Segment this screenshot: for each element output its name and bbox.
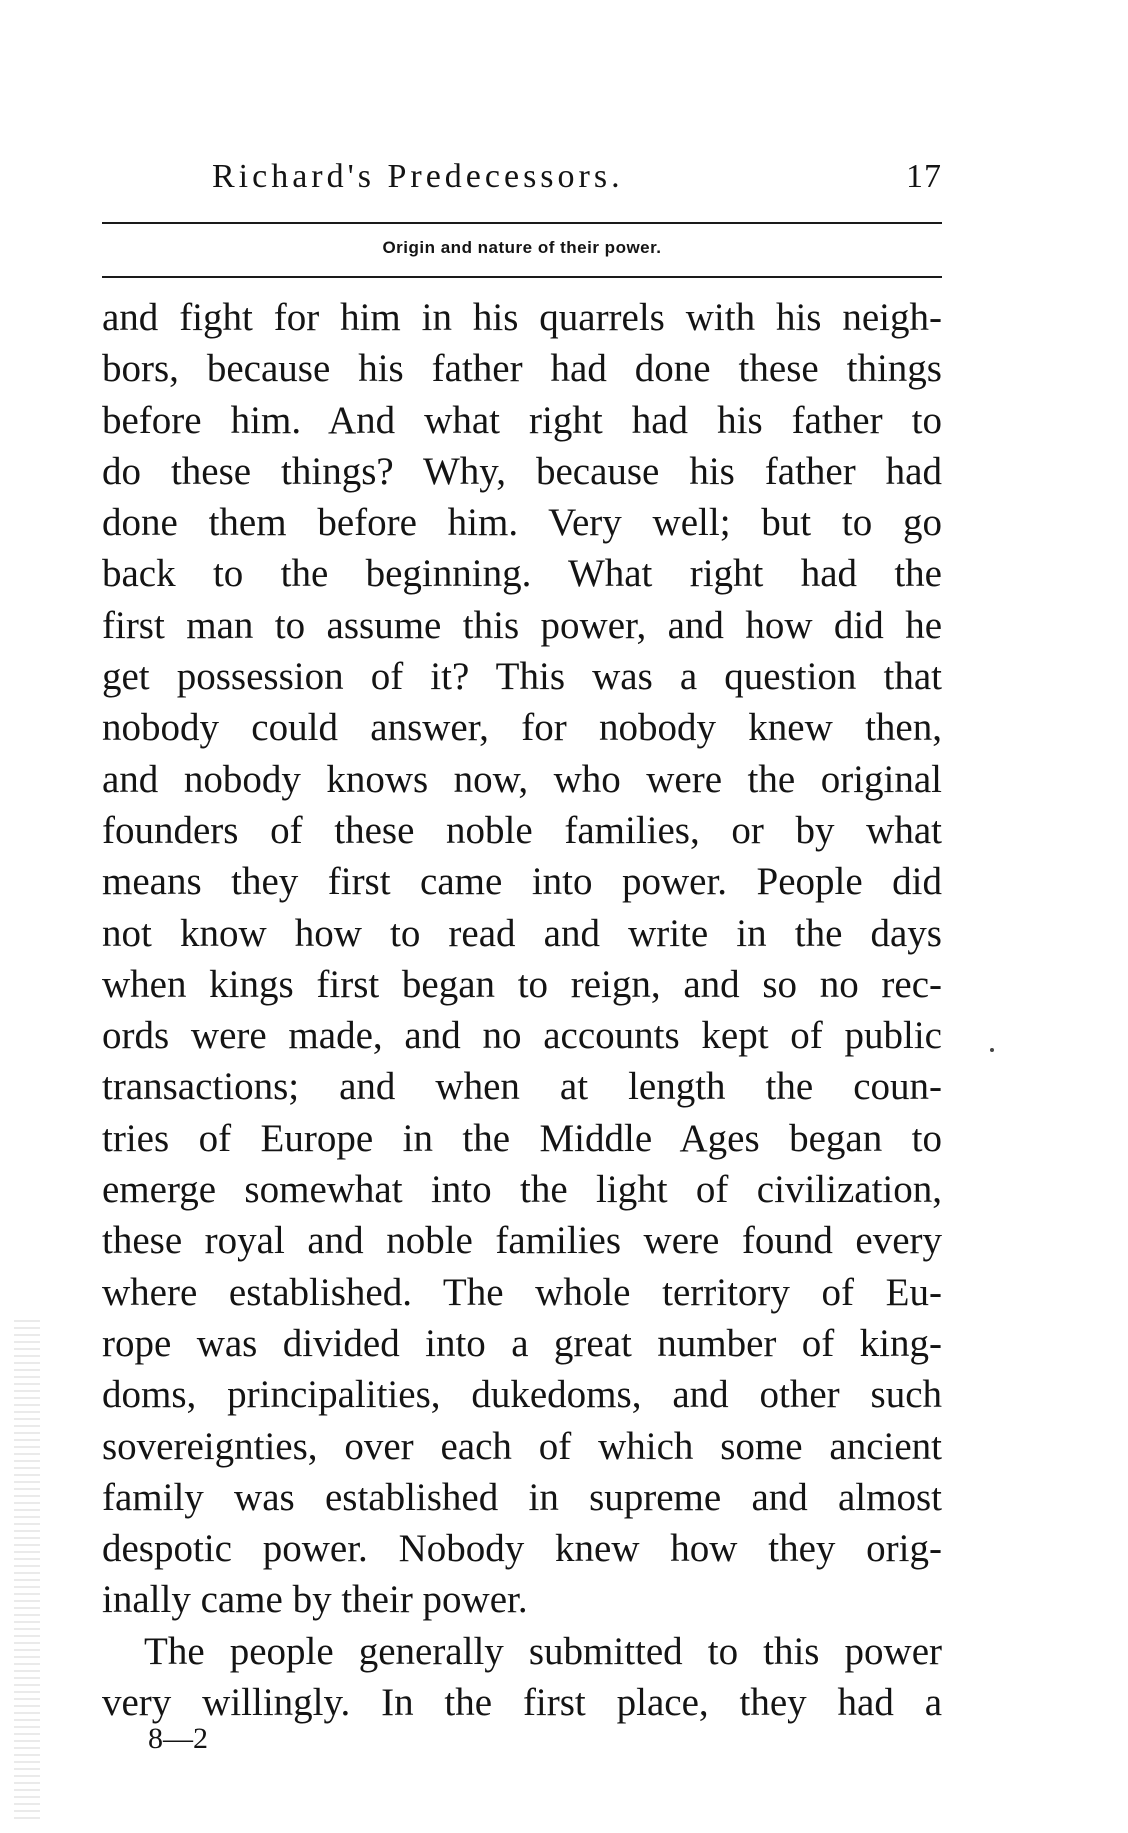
text-line: back to the beginning. What right had the (102, 552, 942, 596)
text-line: bors, because his father had done these things (102, 347, 942, 391)
section-subheading: Origin and nature of their power. (382, 238, 662, 257)
text-line: these royal and noble families were found every (102, 1219, 942, 1263)
page-number: 17 (906, 158, 942, 195)
running-head (102, 158, 942, 206)
paragraph-2 (102, 1626, 942, 1729)
text-line: not know how to read and write in the days (102, 911, 942, 955)
text-line: nobody could answer, for nobody knew then, (102, 706, 942, 750)
text-line: get possession of it? This was a question that (102, 655, 942, 699)
text-line: and nobody knows now, who were the original (102, 757, 942, 801)
text-line: emerge somewhat into the light of civilization, (102, 1168, 942, 1212)
text-line: before him. And what right had his father to (102, 398, 942, 442)
text-line: done them before him. Very well; but to go (102, 501, 942, 545)
text-line: ords were made, and no accounts kept of public (102, 1014, 942, 1058)
text-line: despotic power. Nobody knew how they orig- (102, 1527, 942, 1571)
text-line: and fight for him in his quarrels with his neigh- (102, 296, 942, 339)
text-line: transactions; and when at length the coun- (102, 1065, 942, 1109)
text-line: inally came by their power. (102, 1578, 528, 1622)
text-line: founders of these noble families, or by what (102, 808, 942, 852)
body-text (102, 292, 942, 1728)
text-line: doms, principalities, dukedoms, and other such (102, 1373, 942, 1417)
binding-gutter-shadow (14, 1320, 40, 1820)
text-line: rope was divided into a great number of king- (102, 1321, 942, 1365)
text-line: sovereignties, over each of which some ancient (102, 1424, 942, 1468)
signature-mark: 8—2 (148, 1722, 208, 1755)
text-line: The people generally submitted to this power (144, 1629, 942, 1673)
paragraph-1 (102, 292, 942, 1626)
text-line: tries of Europe in the Middle Ages began to (102, 1116, 942, 1160)
header-rule-top (102, 222, 942, 224)
text-line: means they first came into power. People did (102, 860, 942, 904)
paper-speck (990, 1048, 994, 1052)
header-rule-bottom (102, 276, 942, 278)
text-line: where established. The whole territory of Eu- (102, 1270, 942, 1314)
text-line: family was established in supreme and almost (102, 1475, 942, 1519)
text-line: do these things? Why, because his father had (102, 449, 942, 493)
text-line: very willingly. In the first place, they had a (102, 1681, 942, 1725)
running-title: Richard's Predecessors. (212, 158, 624, 195)
text-line: first man to assume this power, and how did he (102, 603, 942, 647)
text-line: when kings first began to reign, and so no rec- (102, 962, 942, 1006)
